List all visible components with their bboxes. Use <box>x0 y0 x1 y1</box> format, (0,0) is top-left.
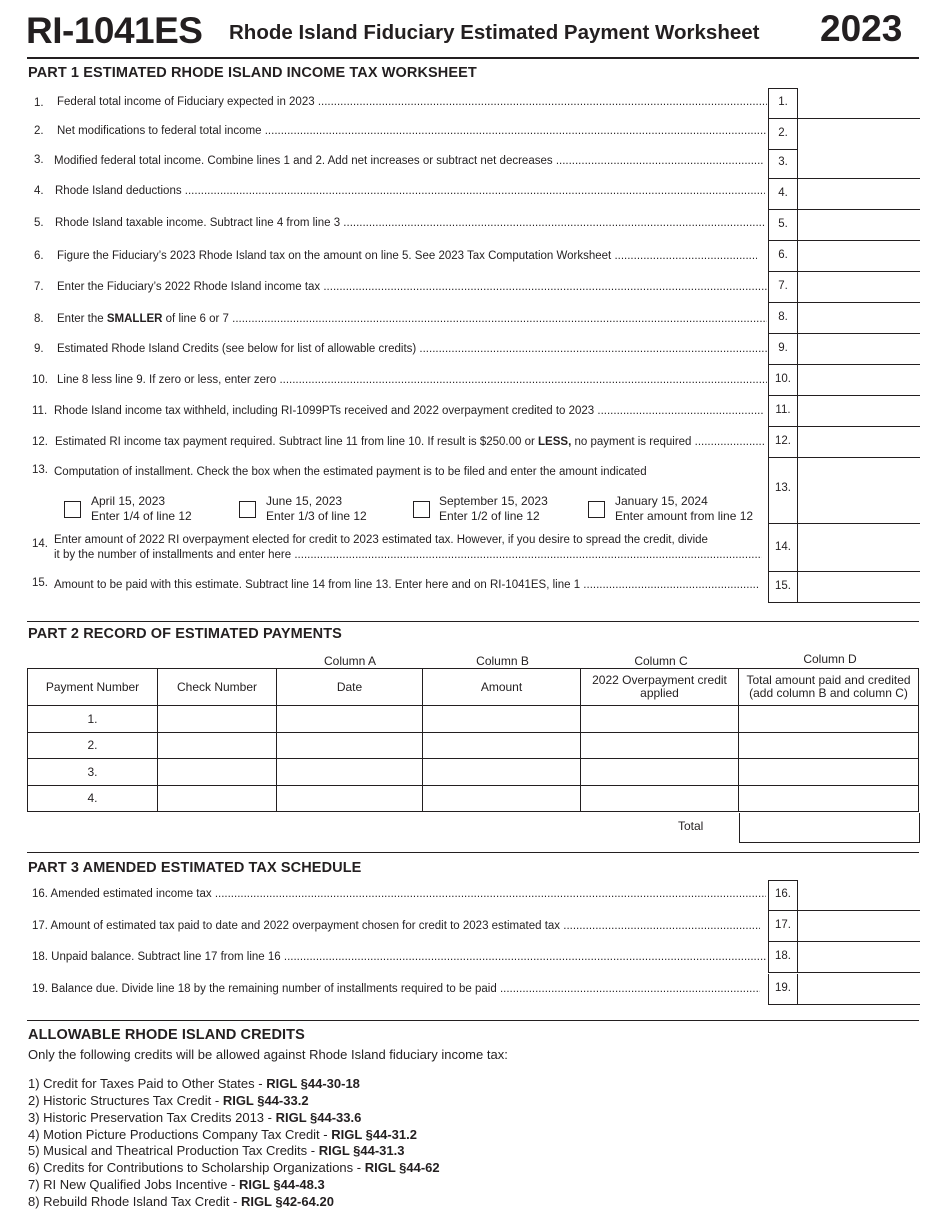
line-1-amount-input[interactable] <box>798 88 920 119</box>
line-number: 15. <box>32 577 48 589</box>
line-9-label-box: 9. <box>768 334 798 365</box>
line-text: Amount to be paid with this estimate. Subtract line 14 from line 13. Enter here and on RI-1041ES, line 1 ..... <box>54 579 760 591</box>
part1-heading: PART 1 ESTIMATED RHODE ISLAND INCOME TAX WORKSHEET <box>28 65 477 81</box>
installment-instruction: Enter 1/3 of line 12 <box>266 509 367 523</box>
line-13-label-box: 13. <box>768 458 798 524</box>
overpayment-cell[interactable] <box>581 732 739 759</box>
line-4-amount-input[interactable] <box>798 179 920 210</box>
table-row <box>28 732 919 759</box>
line-number: 11. <box>32 405 48 417</box>
payment-number-cell: 4. <box>28 785 158 812</box>
credit-item-5 <box>28 1143 404 1158</box>
line-3-amount-input[interactable] <box>798 148 920 179</box>
line-3-label-box: 3. <box>768 148 798 179</box>
column-c-label: Column C <box>634 654 688 668</box>
overpayment-cell[interactable] <box>581 759 739 786</box>
line-number: 4. <box>34 185 44 197</box>
credit-statute: RIGL §42-64.20 <box>240 1194 334 1209</box>
credit-statute: RIGL §44-48.3 <box>238 1177 325 1192</box>
form-id: RI-1041ES <box>26 10 203 51</box>
check-number-cell[interactable] <box>158 706 277 733</box>
payments-table <box>27 668 919 812</box>
installment-3-checkbox[interactable] <box>413 501 430 518</box>
line-text-part: of line 6 or 7 <box>162 313 229 325</box>
line-number: 10. <box>32 374 48 386</box>
line-6-amount-input[interactable] <box>798 241 920 272</box>
installment-1-label <box>91 494 192 524</box>
line-14-label-box: 14. <box>768 524 798 572</box>
line-2-amount-input[interactable] <box>798 119 920 150</box>
line-8-label-box: 8. <box>768 303 798 334</box>
check-number-cell[interactable] <box>158 785 277 812</box>
line-text <box>57 313 767 325</box>
line-text: Rhode Island income tax withheld, including RI-1099PTs received and 2022 overpayment credited to 2023 ..... <box>54 405 764 417</box>
credit-item-6 <box>28 1160 440 1175</box>
line-number: 5. <box>34 217 44 229</box>
line-7-label-box: 7. <box>768 272 798 303</box>
line-number: 1. <box>34 97 44 109</box>
line-5-amount-input[interactable] <box>798 210 920 241</box>
installment-instruction: Enter amount from line 12 <box>615 509 754 523</box>
credit-statute: RIGL §44-30-18 <box>266 1076 360 1091</box>
check-number-cell[interactable] <box>158 732 277 759</box>
form-year: 2023 <box>820 8 903 49</box>
line-14-amount-input[interactable] <box>798 524 920 572</box>
header-date: Date <box>277 669 423 706</box>
line-12-label-box: 12. <box>768 427 798 458</box>
installment-date: June 15, 2023 <box>266 494 343 508</box>
amount-cell[interactable] <box>423 785 581 812</box>
header-divider <box>27 57 919 59</box>
line-15-amount-input[interactable] <box>798 572 920 603</box>
line-text-2: it by the number of installments and enter here ..... <box>54 549 762 561</box>
line-text: Rhode Island taxable income. Subtract line 4 from line 3 ..... <box>55 217 765 229</box>
line-11-label-box: 11. <box>768 396 798 427</box>
credit-label: 7) RI New Qualified Jobs Incentive - <box>28 1177 239 1192</box>
column-d-label: Column D <box>803 652 857 666</box>
installment-3-label <box>439 494 548 524</box>
line-11-amount-input[interactable] <box>798 396 920 427</box>
payment-number-cell: 1. <box>28 706 158 733</box>
part3-heading: PART 3 AMENDED ESTIMATED TAX SCHEDULE <box>28 860 362 876</box>
line-text-part: no payment is required <box>571 436 692 448</box>
line-number: 12. <box>32 436 48 448</box>
line-4-label-box: 4. <box>768 179 798 210</box>
installment-date: January 15, 2024 <box>615 494 708 508</box>
credit-item-8 <box>28 1194 334 1209</box>
line-text: Federal total income of Fiduciary expected in 2023 ..... <box>57 96 767 108</box>
amount-cell[interactable] <box>423 732 581 759</box>
line-text: Figure the Fiduciary’s 2023 Rhode Island tax on the amount on line 5. See 2023 Tax Computation Worksheet ..... <box>57 250 757 262</box>
line-number: 2. <box>34 125 44 137</box>
line-text: 16. Amended estimated income tax ..... <box>32 888 766 900</box>
line-19-amount-input[interactable] <box>798 974 920 1005</box>
line-8-amount-input[interactable] <box>798 303 920 334</box>
installment-4-label <box>615 494 753 524</box>
line-10-amount-input[interactable] <box>798 365 920 396</box>
date-cell[interactable] <box>277 785 423 812</box>
line-number: 7. <box>34 281 44 293</box>
line-17-amount-input[interactable] <box>798 911 920 942</box>
credit-statute: RIGL §44-62 <box>364 1160 440 1175</box>
line-text <box>55 436 766 448</box>
credit-label: 6) Credits for Contributions to Scholarship Organizations - <box>28 1160 365 1175</box>
table-row <box>28 759 919 786</box>
payment-number-cell: 2. <box>28 732 158 759</box>
line-6-label-box: 6. <box>768 241 798 272</box>
line-16-label-box: 16. <box>768 880 798 911</box>
line-text: Modified federal total income. Combine lines 1 and 2. Add net increases or subtract net decreases ..... <box>54 155 764 167</box>
credit-statute: RIGL §44-31.2 <box>331 1127 417 1142</box>
line-text: 18. Unpaid balance. Subtract line 17 from line 16 ..... <box>32 951 766 963</box>
line-18-label-box: 18. <box>768 942 798 973</box>
line-text: Net modifications to federal total income ..... <box>57 125 767 137</box>
line-13-amount-input[interactable] <box>798 458 920 524</box>
amount-cell[interactable] <box>423 759 581 786</box>
credit-label: 3) Historic Preservation Tax Credits 2013 - <box>28 1110 276 1125</box>
line-number: 8. <box>34 313 44 325</box>
column-a-label: Column A <box>323 654 377 668</box>
installment-4-checkbox[interactable] <box>588 501 605 518</box>
total-cell[interactable] <box>739 732 919 759</box>
total-amount-input[interactable] <box>739 813 920 843</box>
line-15-label-box: 15. <box>768 572 798 603</box>
amount-cell[interactable] <box>423 706 581 733</box>
total-cell[interactable] <box>739 759 919 786</box>
credits-divider <box>27 1020 919 1021</box>
date-cell[interactable] <box>277 732 423 759</box>
line-number: 3. <box>34 154 44 166</box>
total-label: Total <box>678 819 704 833</box>
line-text: Estimated Rhode Island Credits (see below for list of allowable credits) ..... <box>57 343 767 355</box>
credit-label: 4) Motion Picture Productions Company Tax Credit - <box>28 1127 332 1142</box>
line-text-1: Enter amount of 2022 RI overpayment elected for credit to 2023 estimated tax. However, if you desire to spread the credit, divide <box>54 534 708 546</box>
header-total-paid: Total amount paid and credited (add column B and column C) <box>739 669 919 706</box>
date-cell[interactable] <box>277 759 423 786</box>
credits-heading: ALLOWABLE RHODE ISLAND CREDITS <box>28 1027 305 1043</box>
credit-label: 5) Musical and Theatrical Production Tax Credits - <box>28 1143 319 1158</box>
credits-intro: Only the following credits will be allowed against Rhode Island fiduciary income tax: <box>28 1047 508 1062</box>
installment-2-label <box>266 494 367 524</box>
date-cell[interactable] <box>277 706 423 733</box>
header-amount: Amount <box>423 669 581 706</box>
credit-item-1 <box>28 1076 360 1091</box>
line-text-part: Estimated RI income tax payment required. Subtract line 11 from line 10. If result is $250.00 or <box>55 436 539 448</box>
credit-item-2 <box>28 1093 309 1108</box>
line-9-amount-input[interactable] <box>798 334 920 365</box>
overpayment-cell[interactable] <box>581 706 739 733</box>
credit-statute: RIGL §44-33.2 <box>222 1093 309 1108</box>
column-b-label: Column B <box>476 654 529 668</box>
total-cell[interactable] <box>739 706 919 733</box>
header-overpayment: 2022 Overpayment credit applied <box>581 669 739 706</box>
check-number-cell[interactable] <box>158 759 277 786</box>
line-10-label-box: 10. <box>768 365 798 396</box>
line-text: 17. Amount of estimated tax paid to date and 2022 overpayment chosen for credit to 2023 estimated tax ..... <box>32 920 760 932</box>
installment-1-checkbox[interactable] <box>64 501 81 518</box>
line-number: 6. <box>34 250 44 262</box>
credit-label: 1) Credit for Taxes Paid to Other States - <box>28 1076 267 1091</box>
line-17-label-box: 17. <box>768 911 798 942</box>
line-5-label-box: 5. <box>768 210 798 241</box>
line-16-amount-input[interactable] <box>798 880 920 911</box>
line-text: 19. Balance due. Divide line 18 by the remaining number of installments required to be paid ..... <box>32 983 760 995</box>
line-7-amount-input[interactable] <box>798 272 920 303</box>
line-2-label-box: 2. <box>768 119 798 150</box>
form-title: Rhode Island Fiduciary Estimated Payment Worksheet <box>229 21 760 44</box>
credit-item-4 <box>28 1127 417 1142</box>
table-header-row <box>28 669 919 706</box>
credit-item-3 <box>28 1110 361 1125</box>
part2-divider <box>27 621 919 622</box>
line-text-emphasis: LESS, <box>538 436 572 448</box>
overpayment-cell[interactable] <box>581 785 739 812</box>
credit-label: 8) Rebuild Rhode Island Tax Credit - <box>28 1194 241 1209</box>
installment-date: April 15, 2023 <box>91 494 166 508</box>
table-row <box>28 706 919 733</box>
credit-item-7 <box>28 1177 325 1192</box>
line-19-label-box: 19. <box>768 974 798 1005</box>
header-check-number: Check Number <box>158 669 277 706</box>
payment-number-cell: 3. <box>28 759 158 786</box>
line-1-label-box: 1. <box>768 88 798 119</box>
total-cell[interactable] <box>739 785 919 812</box>
installment-2-checkbox[interactable] <box>239 501 256 518</box>
table-row <box>28 785 919 812</box>
line-number: 9. <box>34 343 44 355</box>
line-18-amount-input[interactable] <box>798 942 920 973</box>
credit-statute: RIGL §44-33.6 <box>275 1110 362 1125</box>
line-12-amount-input[interactable] <box>798 427 920 458</box>
line-text: Line 8 less line 9. If zero or less, enter zero ..... <box>57 374 767 386</box>
line-text-part: Enter the <box>57 313 107 325</box>
part2-heading: PART 2 RECORD OF ESTIMATED PAYMENTS <box>28 626 342 642</box>
part3-divider <box>27 852 919 853</box>
header-payment-number: Payment Number <box>28 669 158 706</box>
line-number: 13. <box>32 464 48 476</box>
line-text-emphasis: SMALLER <box>106 313 163 325</box>
credit-label: 2) Historic Structures Tax Credit - <box>28 1093 223 1108</box>
installment-date: September 15, 2023 <box>439 494 548 508</box>
line-text: Rhode Island deductions ..... <box>55 185 765 197</box>
installment-instruction: Enter 1/2 of line 12 <box>439 509 540 523</box>
line-number: 14. <box>32 538 48 550</box>
line-text: Enter the Fiduciary’s 2022 Rhode Island income tax ..... <box>57 281 767 293</box>
line-text: Computation of installment. Check the box when the estimated payment is to be filed and enter the amount indicated <box>54 466 647 478</box>
installment-instruction: Enter 1/4 of line 12 <box>91 509 192 523</box>
credit-statute: RIGL §44-31.3 <box>318 1143 405 1158</box>
